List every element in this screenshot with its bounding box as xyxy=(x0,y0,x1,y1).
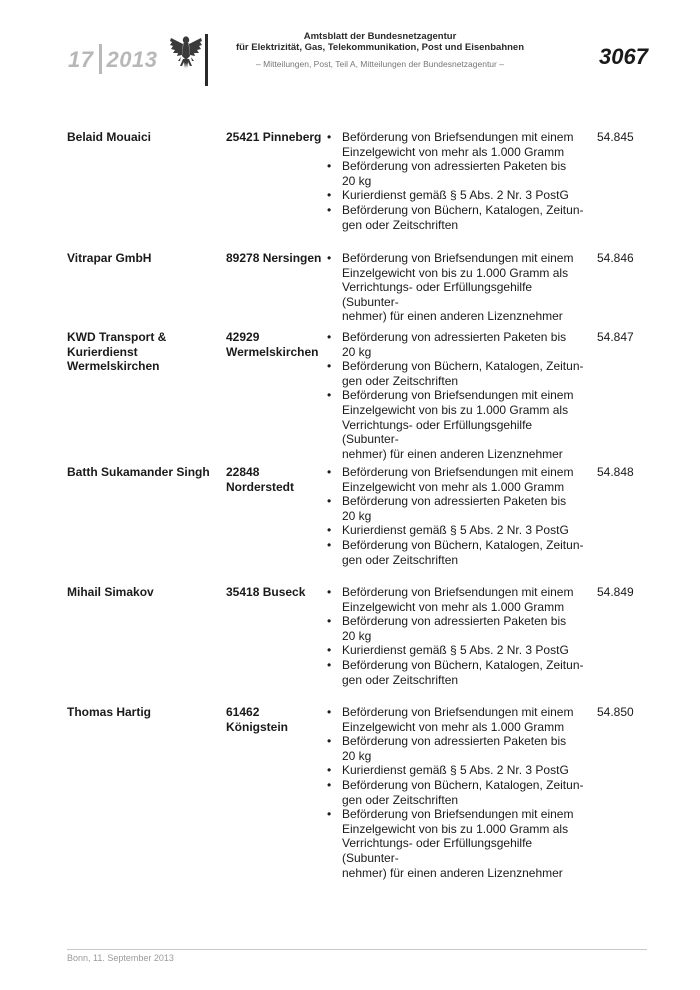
entry-name: Mihail Simakov xyxy=(67,585,154,599)
service-item: • Kurierdienst gemäß § 5 Abs. 2 Nr. 3 PostG xyxy=(325,763,591,778)
issue-year: 2013 xyxy=(106,47,158,72)
service-item: • Beförderung von adressierten Paketen bis 20 kg xyxy=(325,614,591,643)
service-item: • Kurierdienst gemäß § 5 Abs. 2 Nr. 3 PostG xyxy=(325,523,591,538)
service-item: • Beförderung von Büchern, Katalogen, Zeitun- gen oder Zeitschriften xyxy=(325,538,591,567)
federal-eagle-icon xyxy=(168,32,204,72)
issue-divider xyxy=(99,44,102,74)
service-item: • Beförderung von Briefsendungen mit einem Einzelgewicht von bis zu 1.000 Gramm als Verrichtungs- oder Erfüllungsgehilfe (Subunter- nehmer) für einen anderen Lizenznehmer xyxy=(325,251,591,324)
service-item: • Beförderung von adressierten Paketen bis 20 kg xyxy=(325,159,591,188)
publisher-line-1: Amtsblatt der Bundesnetzagentur xyxy=(303,31,457,42)
entry-name: Belaid Mouaici xyxy=(67,130,152,144)
header-divider xyxy=(205,34,208,86)
entry-number: 54.850 xyxy=(597,705,634,719)
entry-services xyxy=(325,330,591,461)
entry-services xyxy=(325,251,591,324)
footer-date: Bonn, 11. September 2013 xyxy=(67,953,174,963)
publisher-line-2: für Elektrizität, Gas, Telekommunikation, Post und Eisenbahnen xyxy=(235,42,525,53)
entry-number: 54.845 xyxy=(597,130,634,144)
publisher-title xyxy=(222,31,538,53)
service-item: • Beförderung von Briefsendungen mit einem Einzelgewicht von bis zu 1.000 Gramm als Verrichtungs- oder Erfüllungsgehilfe (Subunter- nehmer) für einen anderen Lizenznehmer xyxy=(325,388,591,461)
entry-city: 25421 Pinneberg xyxy=(226,130,322,144)
entry-services xyxy=(325,465,591,567)
entry-city: 61462 Königstein xyxy=(226,705,288,734)
service-item: • Beförderung von Briefsendungen mit einem Einzelgewicht von mehr als 1.000 Gramm xyxy=(325,585,591,614)
issue-number: 17 xyxy=(68,47,94,72)
service-item: • Beförderung von Büchern, Katalogen, Zeitun- gen oder Zeitschriften xyxy=(325,778,591,807)
footer-divider xyxy=(67,949,647,950)
service-item: • Beförderung von adressierten Paketen bis 20 kg xyxy=(325,734,591,763)
entry-city: 89278 Nersingen xyxy=(226,251,322,265)
entry-name: KWD Transport & Kurierdienst Wermelskirchen xyxy=(67,330,167,374)
service-item: • Kurierdienst gemäß § 5 Abs. 2 Nr. 3 PostG xyxy=(325,643,591,658)
service-item: • Beförderung von Briefsendungen mit einem Einzelgewicht von mehr als 1.000 Gramm xyxy=(325,705,591,734)
service-item: • Beförderung von Büchern, Katalogen, Zeitun- gen oder Zeitschriften xyxy=(325,658,591,687)
entry-city: 42929 Wermelskirchen xyxy=(226,330,319,359)
page-number: 3067 xyxy=(599,44,648,69)
service-item: • Beförderung von Briefsendungen mit einem Einzelgewicht von mehr als 1.000 Gramm xyxy=(325,465,591,494)
publisher-subtitle: – Mitteilungen, Post, Teil A, Mitteilungen der Bundesnetzagentur – xyxy=(256,59,504,69)
service-item: • Beförderung von Büchern, Katalogen, Zeitun- gen oder Zeitschriften xyxy=(325,359,591,388)
entry-name: Batth Sukamander Singh xyxy=(67,465,210,479)
entry-number: 54.847 xyxy=(597,330,634,344)
service-item: • Beförderung von adressierten Paketen bis 20 kg xyxy=(325,330,591,359)
entry-number: 54.849 xyxy=(597,585,634,599)
issue-label xyxy=(68,44,157,74)
entry-number: 54.848 xyxy=(597,465,634,479)
service-item: • Beförderung von Büchern, Katalogen, Zeitun- gen oder Zeitschriften xyxy=(325,203,591,232)
entry-name: Thomas Hartig xyxy=(67,705,152,719)
entry-number: 54.846 xyxy=(597,251,634,265)
entry-city: 35418 Buseck xyxy=(226,585,306,599)
service-item: • Beförderung von Briefsendungen mit einem Einzelgewicht von bis zu 1.000 Gramm als Verrichtungs- oder Erfüllungsgehilfe (Subunter- nehmer) für einen anderen Lizenznehmer xyxy=(325,807,591,880)
entry-services xyxy=(325,585,591,687)
entry-name: Vitrapar GmbH xyxy=(67,251,152,265)
entry-services xyxy=(325,705,591,880)
service-item: • Beförderung von adressierten Paketen bis 20 kg xyxy=(325,494,591,523)
entry-services xyxy=(325,130,591,232)
service-item: • Beförderung von Briefsendungen mit einem Einzelgewicht von mehr als 1.000 Gramm xyxy=(325,130,591,159)
entry-city: 22848 Norderstedt xyxy=(226,465,295,494)
service-item: • Kurierdienst gemäß § 5 Abs. 2 Nr. 3 PostG xyxy=(325,188,591,203)
